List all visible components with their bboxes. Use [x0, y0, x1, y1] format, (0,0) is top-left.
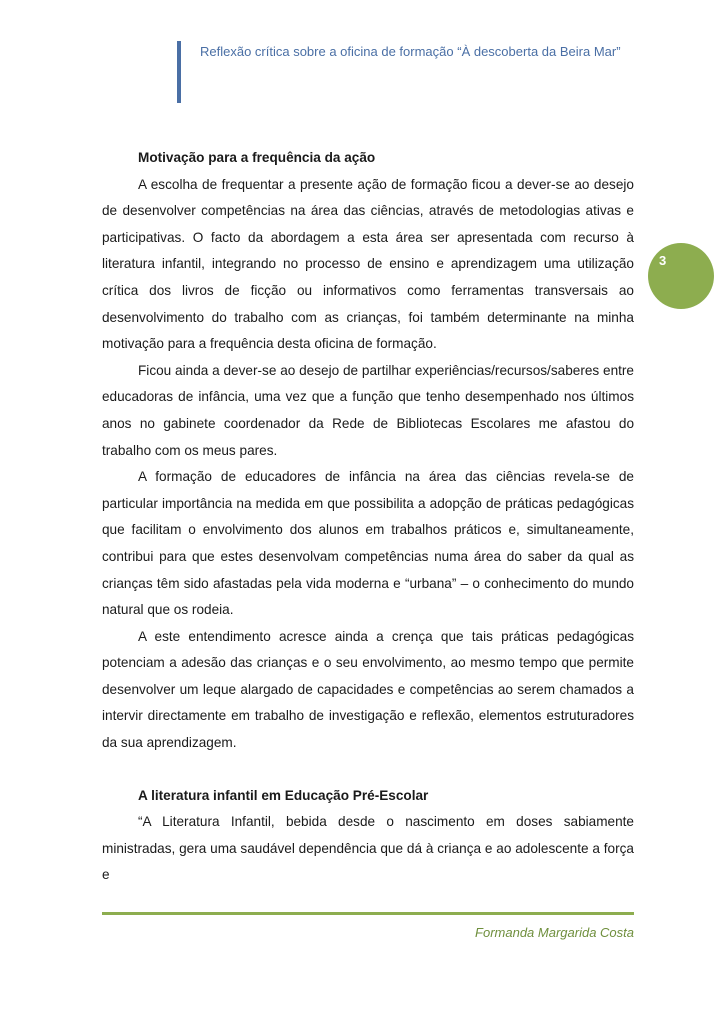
running-header: Reflexão crítica sobre a oficina de formação “À descoberta da Beira Mar” [200, 44, 621, 59]
paragraph: “A Literatura Infantil, bebida desde o nascimento em doses sabiamente ministradas, gera uma saudável dependência que dá à criança e ao adolescente a força e [102, 814, 634, 883]
paragraph: A formação de educadores de infância na área das ciências revela-se de particular importância na medida em que possibilita a adopção de práticas pedagógicas que facilitam o envolvimento dos alunos em trabalhos práticos e, simultaneamente, contribui para que estes desenvolvam competências numa área do saber da qual as crianças têm sido afastadas pela vida moderna e “urbana” – o conhecimento do mundo natural que os rodeia. [102, 469, 634, 618]
paragraph: A escolha de frequentar a presente ação de formação ficou a dever-se ao desejo de desenvolver competências na área das ciências, através de metodologias ativas e participativas. O facto da abordagem a esta área ser apresentada com recurso à literatura infantil, integrando no processo de ensino e aprendizagem uma utilização crítica dos livros de ficção ou informativos como ferramentas transversais ao desenvolvimento do trabalho com as crianças, foi também determinante na minha motivação para a frequência desta oficina de formação. [102, 176, 634, 352]
footer-divider [102, 912, 634, 915]
page-number-badge [648, 243, 714, 309]
document-body [102, 145, 634, 889]
header-accent-bar [177, 41, 181, 103]
footer-author: Formanda Margarida Costa [475, 925, 634, 940]
page-number: 3 [659, 253, 667, 268]
paragraph: Ficou ainda a dever-se ao desejo de partilhar experiências/recursos/saberes entre educadoras de infância, uma vez que a função que tenho desempenhado nos últimos anos no gabinete coordenador da Rede de Bibliotecas Escolares me afastou do trabalho com os meus pares. [102, 362, 634, 458]
paragraph: A este entendimento acresce ainda a crença que tais práticas pedagógicas potenciam a adesão das crianças e o seu envolvimento, ao mesmo tempo que permite desenvolver um leque alargado de capacidades e competências ao serem chamados a intervir directamente em trabalho de investigação e reflexão, elementos estruturadores da sua aprendizagem. [102, 628, 634, 751]
section-heading-children-literature: A literatura infantil em Educação Pré-Escolar [138, 787, 429, 803]
section-heading-motivation: Motivação para a frequência da ação [138, 150, 376, 165]
